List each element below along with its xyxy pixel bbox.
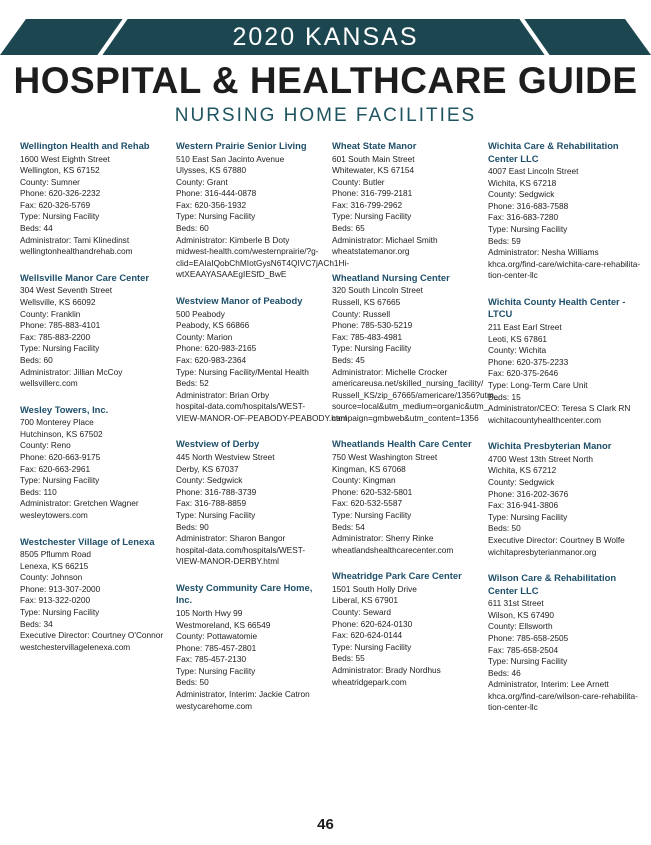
facility-detail: Fax: 785-658-2504	[488, 644, 559, 655]
facility-detail: Phone: 316-444-0878	[176, 188, 257, 199]
facility-detail: County: Grant	[176, 176, 228, 187]
facility-detail: Beds: 50	[176, 677, 209, 688]
facility-detail: Administrator: Brian Orby	[176, 389, 270, 400]
facility-detail: Phone: 620-532-5801	[332, 486, 413, 497]
facility-entry	[488, 572, 640, 714]
facility-detail: 304 West Seventh Street	[20, 285, 113, 296]
facility-detail: Fax: 620-375-2646	[488, 368, 559, 379]
facility-detail: Administrator: Tami Klinedinst	[20, 234, 130, 245]
facility-detail: Phone: 620-326-2232	[20, 188, 101, 199]
page-number: 46	[317, 816, 334, 833]
facility-name: Westy Community Care Home, Inc.	[176, 581, 313, 606]
facility-website: wheatlandshealthcarecenter.com	[332, 544, 454, 555]
facility-website: westycarehome.com	[176, 700, 253, 711]
facility-entry	[488, 440, 640, 558]
facility-detail: Type: Nursing Facility	[488, 656, 568, 667]
facility-detail: Type: Nursing Facility	[488, 511, 568, 522]
facility-website: wellsvillerc.com	[20, 378, 78, 389]
facility-detail: tion-center-llc	[488, 270, 538, 281]
facility-detail: source=local&utm_medium=organic&utm_	[332, 401, 489, 412]
facility-detail: Type: Nursing Facility	[176, 509, 256, 520]
facility-detail: Phone: 316-202-3676	[488, 488, 569, 499]
facility-website: khca.org/find-care/wichita-care-rehabilita-	[488, 258, 641, 269]
facility-name: Westchester Village of Lenexa	[20, 535, 155, 547]
facility-detail: Administrator: Jillian McCoy	[20, 366, 123, 377]
facility-detail: Beds: 55	[332, 653, 365, 664]
facility-website: americareusa.net/skilled_nursing_facility/	[332, 378, 484, 389]
facility-detail: Fax: 316-941-3806	[488, 500, 559, 511]
facility-detail: County: Sedgwick	[488, 189, 555, 200]
facility-entry	[20, 536, 172, 654]
facility-detail: Type: Nursing Facility	[176, 211, 256, 222]
facility-website: midwest-health.com/westernprairie/?g-	[176, 246, 319, 257]
facility-website: wesleytowers.com	[20, 509, 88, 520]
facility-detail: Beds: 65	[332, 223, 365, 234]
facility-entry	[176, 582, 328, 712]
facility-detail: Type: Nursing Facility	[332, 509, 412, 520]
facility-detail: campaign=gmbweb&utm_content=1356	[332, 412, 479, 423]
facility-detail: 211 East Earl Street	[488, 321, 562, 332]
facility-detail: Beds: 44	[20, 223, 53, 234]
facility-website: wheatstatemanor.org	[332, 246, 410, 257]
facility-entry	[332, 140, 484, 258]
facility-website: VIEW-MANOR-DERBY.html	[176, 556, 279, 567]
facility-entry	[488, 140, 640, 282]
facility-detail: Phone: 316-683-7588	[488, 200, 569, 211]
facility-detail: Phone: 913-307-2000	[20, 583, 101, 594]
facility-detail: Fax: 785-483-4981	[332, 331, 403, 342]
facility-detail: Phone: 785-457-2801	[176, 642, 257, 653]
facility-website: clid=EAIaIQobChMIotGysN6T4QIVC7jACh1Hi-	[176, 257, 350, 268]
facility-website: wichitapresbyterianmanor.org	[488, 546, 597, 557]
facility-detail: Wichita, KS 67212	[488, 465, 557, 476]
facility-detail: Beds: 90	[176, 521, 209, 532]
facility-entry	[488, 296, 640, 426]
facility-detail: Administrator: Brady Nordhus	[332, 664, 441, 675]
facility-detail: Phone: 620-983-2165	[176, 343, 257, 354]
directory-column-1	[20, 140, 172, 667]
facility-name: Westview Manor of Peabody	[176, 295, 303, 307]
facility-detail: Beds: 15	[488, 391, 521, 402]
facility-name: Western Prairie Senior Living	[176, 140, 307, 151]
facility-detail: Administrator: Nesha Williams	[488, 247, 599, 258]
facility-detail: 4007 East Lincoln Street	[488, 166, 579, 176]
facility-detail: Type: Nursing Facility	[20, 475, 100, 486]
facility-detail: Fax: 785-883-2200	[20, 331, 91, 342]
facility-name: Wheatland Nursing Center	[332, 271, 450, 283]
directory-column-3	[332, 140, 499, 702]
facility-detail: County: Butler	[332, 176, 385, 187]
facility-detail: County: Seward	[332, 607, 392, 617]
facility-detail: Type: Long-Term Care Unit	[488, 379, 588, 390]
facility-detail: Kingman, KS 67068	[332, 463, 406, 474]
facility-detail: Wellington, KS 67152	[20, 165, 100, 176]
facility-detail: Phone: 316-788-3739	[176, 486, 257, 497]
facility-detail: 611 31st Street	[488, 598, 544, 609]
facility-detail: Fax: 316-799-2962	[332, 199, 403, 210]
facility-detail: Beds: 34	[20, 618, 53, 629]
facility-detail: County: Sedgwick	[176, 475, 243, 486]
facility-website: wellingtonhealthandrehab.com	[20, 246, 133, 257]
facility-detail: County: Russell	[332, 308, 391, 319]
facility-name: Wheatlands Health Care Center	[332, 438, 472, 450]
facility-entry	[332, 570, 484, 688]
facility-detail: Phone: 785-883-4101	[20, 320, 101, 331]
facility-detail: tion-center-llc	[488, 702, 538, 713]
facility-detail: 510 East San Jacinto Avenue	[176, 153, 285, 164]
section-subtitle: NURSING HOME FACILITIES	[174, 105, 477, 126]
facility-entry	[20, 404, 172, 522]
facility-detail: Lenexa, KS 66215	[20, 560, 89, 571]
facility-detail: 700 Monterey Place	[20, 417, 94, 428]
facility-entry	[20, 140, 172, 258]
facility-detail: Type: Nursing Facility	[20, 607, 100, 617]
facility-detail: Administrator: Sherry Rinke	[332, 533, 434, 544]
facility-detail: Fax: 316-788-8859	[176, 498, 247, 509]
facility-detail: Beds: 60	[20, 354, 53, 365]
facility-name: Wichita Presbyterian Manor	[488, 440, 612, 452]
facility-detail: Type: Nursing Facility	[332, 211, 412, 222]
facility-detail: Type: Nursing Facility	[20, 211, 100, 222]
facility-detail: Type: Nursing Facility	[488, 223, 568, 234]
facility-detail: Beds: 59	[488, 235, 521, 246]
facility-website: wheatridgepark.com	[332, 676, 407, 687]
facility-detail: Administrator, Interim: Jackie Catron	[176, 689, 310, 700]
facility-detail: Fax: 620-663-2961	[20, 463, 91, 474]
facility-detail: 320 South Lincoln Street	[332, 285, 423, 296]
facility-detail: 750 West Washington Street	[332, 451, 438, 462]
facility-detail: Beds: 52	[176, 378, 209, 389]
facility-detail: Beds: 110	[20, 486, 57, 497]
facility-detail: County: Johnson	[20, 572, 83, 583]
facility-detail: Executive Director: Courtney O'Connor	[20, 630, 164, 641]
facility-entry	[332, 438, 484, 556]
facility-name: Wheat State Manor	[332, 140, 417, 151]
header-banner	[0, 19, 651, 55]
facility-detail: Russell, KS 67665	[332, 296, 401, 307]
facility-detail: County: Sedgwick	[488, 476, 555, 487]
facility-detail: Phone: 785-530-5219	[332, 320, 413, 331]
facility-detail: Fax: 620-532-5587	[332, 498, 403, 509]
facility-detail: Beds: 46	[488, 667, 521, 678]
facility-website: khca.org/find-care/wilson-care-rehabilita-	[488, 690, 638, 701]
facility-detail: Fax: 785-457-2130	[176, 654, 247, 665]
facility-detail: Phone: 620-663-9175	[20, 451, 101, 462]
facility-detail: Type: Nursing Facility	[332, 641, 412, 652]
facility-detail: Administrator: Gretchen Wagner	[20, 498, 139, 509]
facility-name: Wichita County Health Center - LTCU	[488, 295, 626, 320]
facility-detail: Administrator/CEO: Teresa S Clark RN	[488, 403, 631, 414]
facility-detail: County: Wichita	[488, 345, 547, 356]
facility-detail: Derby, KS 67037	[176, 463, 239, 474]
facility-website: westchestervillagelenexa.com	[20, 641, 131, 652]
facility-detail: Phone: 316-799-2181	[332, 188, 413, 199]
facility-website: wichitacountyhealthcenter.com	[488, 414, 601, 425]
facility-detail: Hutchinson, KS 67502	[20, 428, 103, 439]
facility-detail: Phone: 620-375-2233	[488, 356, 569, 367]
facility-detail: Leoti, KS 67861	[488, 333, 548, 344]
facility-website: hospital-data.com/hospitals/WEST-	[176, 401, 306, 412]
facility-detail: Westmoreland, KS 66549	[176, 619, 271, 630]
facility-detail: Administrator: Michael Smith	[332, 234, 438, 245]
facility-website: hospital-data.com/hospitals/WEST-	[176, 544, 306, 555]
facility-detail: Liberal, KS 67901	[332, 595, 398, 606]
facility-detail: Fax: 620-983-2364	[176, 354, 247, 365]
facility-detail: Phone: 785-658-2505	[488, 632, 569, 643]
page-title: HOSPITAL & HEALTHCARE GUIDE	[13, 60, 638, 101]
directory-column-4	[488, 140, 640, 728]
facility-name: Wesley Towers, Inc.	[20, 403, 109, 415]
facility-name: Westview of Derby	[176, 438, 260, 450]
facility-detail: Beds: 45	[332, 354, 365, 365]
banner-year-state: 2020 KANSAS	[232, 23, 419, 51]
facility-detail: 8505 Pflumm Road	[20, 549, 92, 560]
facility-detail: County: Ellsworth	[488, 621, 553, 632]
facility-detail: Beds: 54	[332, 521, 365, 532]
facility-name: Wichita Care & Rehabilitation Center LLC	[488, 140, 619, 164]
facility-detail: Peabody, KS 66866	[176, 320, 250, 331]
facility-name: Wellsville Manor Care Center	[20, 271, 150, 283]
facility-name: Wellington Health and Rehab	[20, 140, 150, 151]
facility-detail: County: Pottawatomie	[176, 631, 258, 642]
facility-detail: 1600 West Eighth Street	[20, 153, 110, 164]
facility-name: Wheatridge Park Care Center	[332, 570, 462, 582]
facility-detail: County: Marion	[176, 331, 233, 342]
facility-detail: Beds: 50	[488, 523, 521, 534]
facility-website: VIEW-MANOR-OF-PEABODY-PEABODY.html	[176, 412, 347, 423]
facility-detail: 445 North Westview Street	[176, 451, 275, 462]
facility-detail: Executive Director: Courtney B Wolfe	[488, 534, 625, 545]
facility-detail: 105 North Hwy 99	[176, 607, 243, 618]
facility-detail: County: Franklin	[20, 308, 81, 319]
facility-entry	[176, 438, 328, 567]
facility-detail: County: Sumner	[20, 176, 80, 187]
facility-detail: Fax: 913-322-0200	[20, 595, 91, 606]
facility-detail: County: Kingman	[332, 475, 396, 486]
facility-detail: Whitewater, KS 67154	[332, 165, 415, 176]
facility-detail: Administrator: Sharon Bangor	[176, 533, 286, 544]
facility-detail: Beds: 60	[176, 223, 209, 234]
facility-detail: Ulysses, KS 67880	[176, 165, 247, 176]
facility-entry	[176, 295, 347, 424]
facility-detail: Type: Nursing Facility	[332, 343, 412, 354]
facility-website: Russell_KS/zip_67665/americare/1356?utm_	[332, 389, 499, 400]
facility-detail: Wilson, KS 67490	[488, 609, 554, 620]
facility-detail: 4700 West 13th Street North	[488, 453, 593, 464]
facility-detail: Fax: 620-624-0144	[332, 630, 403, 641]
facility-detail: 601 South Main Street	[332, 153, 415, 164]
facility-detail: Type: Nursing Facility	[20, 343, 100, 354]
facility-detail: 1501 South Holly Drive	[332, 583, 417, 594]
facility-detail: Phone: 620-624-0130	[332, 618, 413, 629]
facility-detail: Administrator: Michelle Crocker	[332, 366, 448, 377]
facility-detail: Fax: 316-683-7280	[488, 212, 559, 223]
facility-detail: Wichita, KS 67218	[488, 177, 557, 188]
facility-entry	[332, 271, 499, 425]
facility-detail: Wellsville, KS 66092	[20, 296, 96, 307]
facility-detail: Type: Nursing Facility	[176, 665, 256, 676]
facility-detail: Fax: 620-326-5769	[20, 199, 91, 210]
facility-name: Wilson Care & Rehabilitation Center LLC	[488, 572, 617, 596]
facility-detail: Administrator: Kimberle B Doty	[176, 234, 290, 245]
facility-detail: Administrator, Interim: Lee Arnett	[488, 679, 609, 690]
facility-detail: County: Reno	[20, 440, 71, 451]
facility-detail: 500 Peabody	[176, 308, 225, 319]
facility-detail: Fax: 620-356-1932	[176, 199, 247, 210]
facility-detail: Type: Nursing Facility/Mental Health	[176, 366, 309, 377]
facility-detail: wtXEAAYASAAEgIESfD_BwE	[176, 269, 287, 280]
facility-entry	[20, 272, 172, 390]
